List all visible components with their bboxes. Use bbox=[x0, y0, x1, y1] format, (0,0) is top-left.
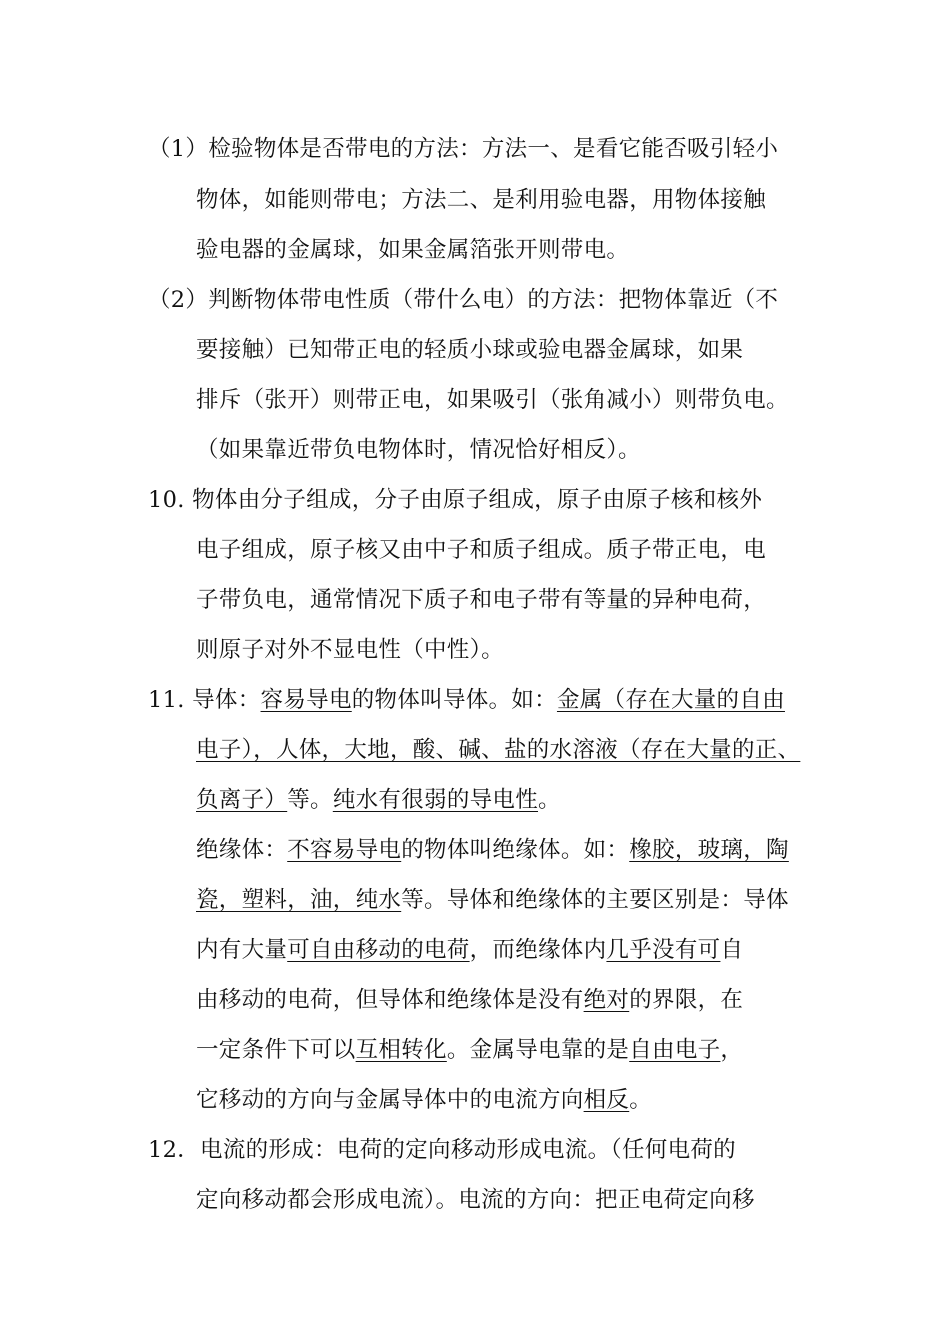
text-segment: 等。导体和绝缘体的主要区别是：导体 bbox=[401, 887, 789, 913]
underlined-text: 可自由移动的电荷 bbox=[287, 937, 470, 963]
text-line bbox=[0, 533, 950, 567]
underlined-text: 金属（存在大量的自由 bbox=[556, 687, 785, 713]
underlined-text: 几乎没有可 bbox=[606, 937, 721, 963]
text-segment: 的物体叫导体。如： bbox=[351, 687, 557, 713]
underlined-text: 橡胶，玻璃，陶 bbox=[629, 837, 789, 863]
text-segment: 验电器的金属球，如果金属箔张开则带电。 bbox=[196, 237, 630, 263]
text-segment: 绝缘体： bbox=[196, 837, 288, 863]
text-segment: 12．电流的形成：电荷的定向移动形成电流。（任何电荷的 bbox=[148, 1137, 736, 1163]
text-line bbox=[0, 683, 950, 717]
text-line bbox=[0, 1033, 950, 1067]
text-segment: 物体，如能则带电；方法二、是利用验电器，用物体接触 bbox=[196, 187, 767, 213]
text-line bbox=[0, 383, 950, 417]
text-segment: 定向移动都会形成电流）。电流的方向：把正电荷定向移 bbox=[196, 1187, 755, 1213]
text-line bbox=[0, 1183, 950, 1217]
text-segment: 10. 物体由分子组成，分子由原子组成，原子由原子核和核外 bbox=[148, 487, 763, 513]
text-segment: 。金属导电靠的是 bbox=[446, 1037, 630, 1063]
text-line bbox=[0, 633, 950, 667]
underlined-text: 相反 bbox=[583, 1087, 630, 1113]
text-segment: 内有大量 bbox=[196, 937, 288, 963]
text-segment: （如果靠近带负电物体时，情况恰好相反）。 bbox=[196, 437, 641, 463]
text-line bbox=[0, 183, 950, 217]
text-segment: 一定条件下可以 bbox=[196, 1037, 356, 1063]
text-line bbox=[0, 833, 950, 867]
text-line bbox=[0, 433, 950, 467]
underlined-text: 负离子） bbox=[196, 787, 288, 813]
text-segment: 等。 bbox=[287, 787, 333, 813]
text-line bbox=[0, 1083, 950, 1117]
text-line bbox=[0, 333, 950, 367]
text-line bbox=[0, 983, 950, 1017]
underlined-text: 不容易导电 bbox=[287, 837, 402, 863]
text-line bbox=[0, 132, 950, 166]
text-segment: 的界限，在 bbox=[629, 987, 744, 1013]
text-line bbox=[0, 783, 950, 817]
text-segment: 要接触）已知带正电的轻质小球或验电器金属球，如果 bbox=[196, 337, 744, 363]
text-segment: 。 bbox=[629, 1087, 653, 1113]
underlined-text: 自由电子 bbox=[629, 1037, 721, 1063]
text-segment: 电子组成，原子核又由中子和质子组成。质子带正电，电 bbox=[196, 537, 767, 563]
underlined-text: 绝对 bbox=[583, 987, 630, 1013]
text-segment: （1）检验物体是否带电的方法：方法一、是看它能否吸引轻小 bbox=[148, 136, 779, 162]
underlined-text: 容易导电 bbox=[260, 687, 352, 713]
text-line bbox=[0, 583, 950, 617]
text-segment: 则原子对外不显电性（中性）。 bbox=[196, 637, 504, 663]
text-segment: 自 bbox=[720, 937, 744, 963]
text-segment: ， bbox=[720, 1037, 744, 1063]
underlined-text: 纯水有很弱的导电性 bbox=[332, 787, 539, 813]
text-segment: 排斥（张开）则带正电，如果吸引（张角减小）则带负电。 bbox=[196, 387, 789, 413]
text-line bbox=[0, 1133, 950, 1167]
text-segment: （2）判断物体带电性质（带什么电）的方法：把物体靠近（不 bbox=[148, 287, 779, 313]
text-line bbox=[0, 933, 950, 967]
text-segment: ，而绝缘体内 bbox=[469, 937, 607, 963]
text-segment: 子带负电，通常情况下质子和电子带有等量的异种电荷， bbox=[196, 587, 767, 613]
text-line bbox=[0, 483, 950, 517]
text-segment: 由移动的电荷，但导体和绝缘体是没有 bbox=[196, 987, 584, 1013]
text-line bbox=[0, 883, 950, 917]
text-line bbox=[0, 233, 950, 267]
text-line bbox=[0, 733, 950, 767]
text-segment: 的物体叫绝缘体。如： bbox=[401, 837, 630, 863]
underlined-text: 电子），人体，大地，酸、碱、盐的水溶液（存在大量的正、 bbox=[196, 737, 801, 763]
underlined-text: 互相转化 bbox=[355, 1037, 447, 1063]
text-segment: 11. 导体： bbox=[148, 687, 261, 713]
underlined-text: 瓷，塑料，油，纯水 bbox=[196, 887, 402, 913]
text-line bbox=[0, 283, 950, 317]
text-segment: 。 bbox=[538, 787, 561, 813]
text-segment: 它移动的方向与金属导体中的电流方向 bbox=[196, 1087, 584, 1113]
